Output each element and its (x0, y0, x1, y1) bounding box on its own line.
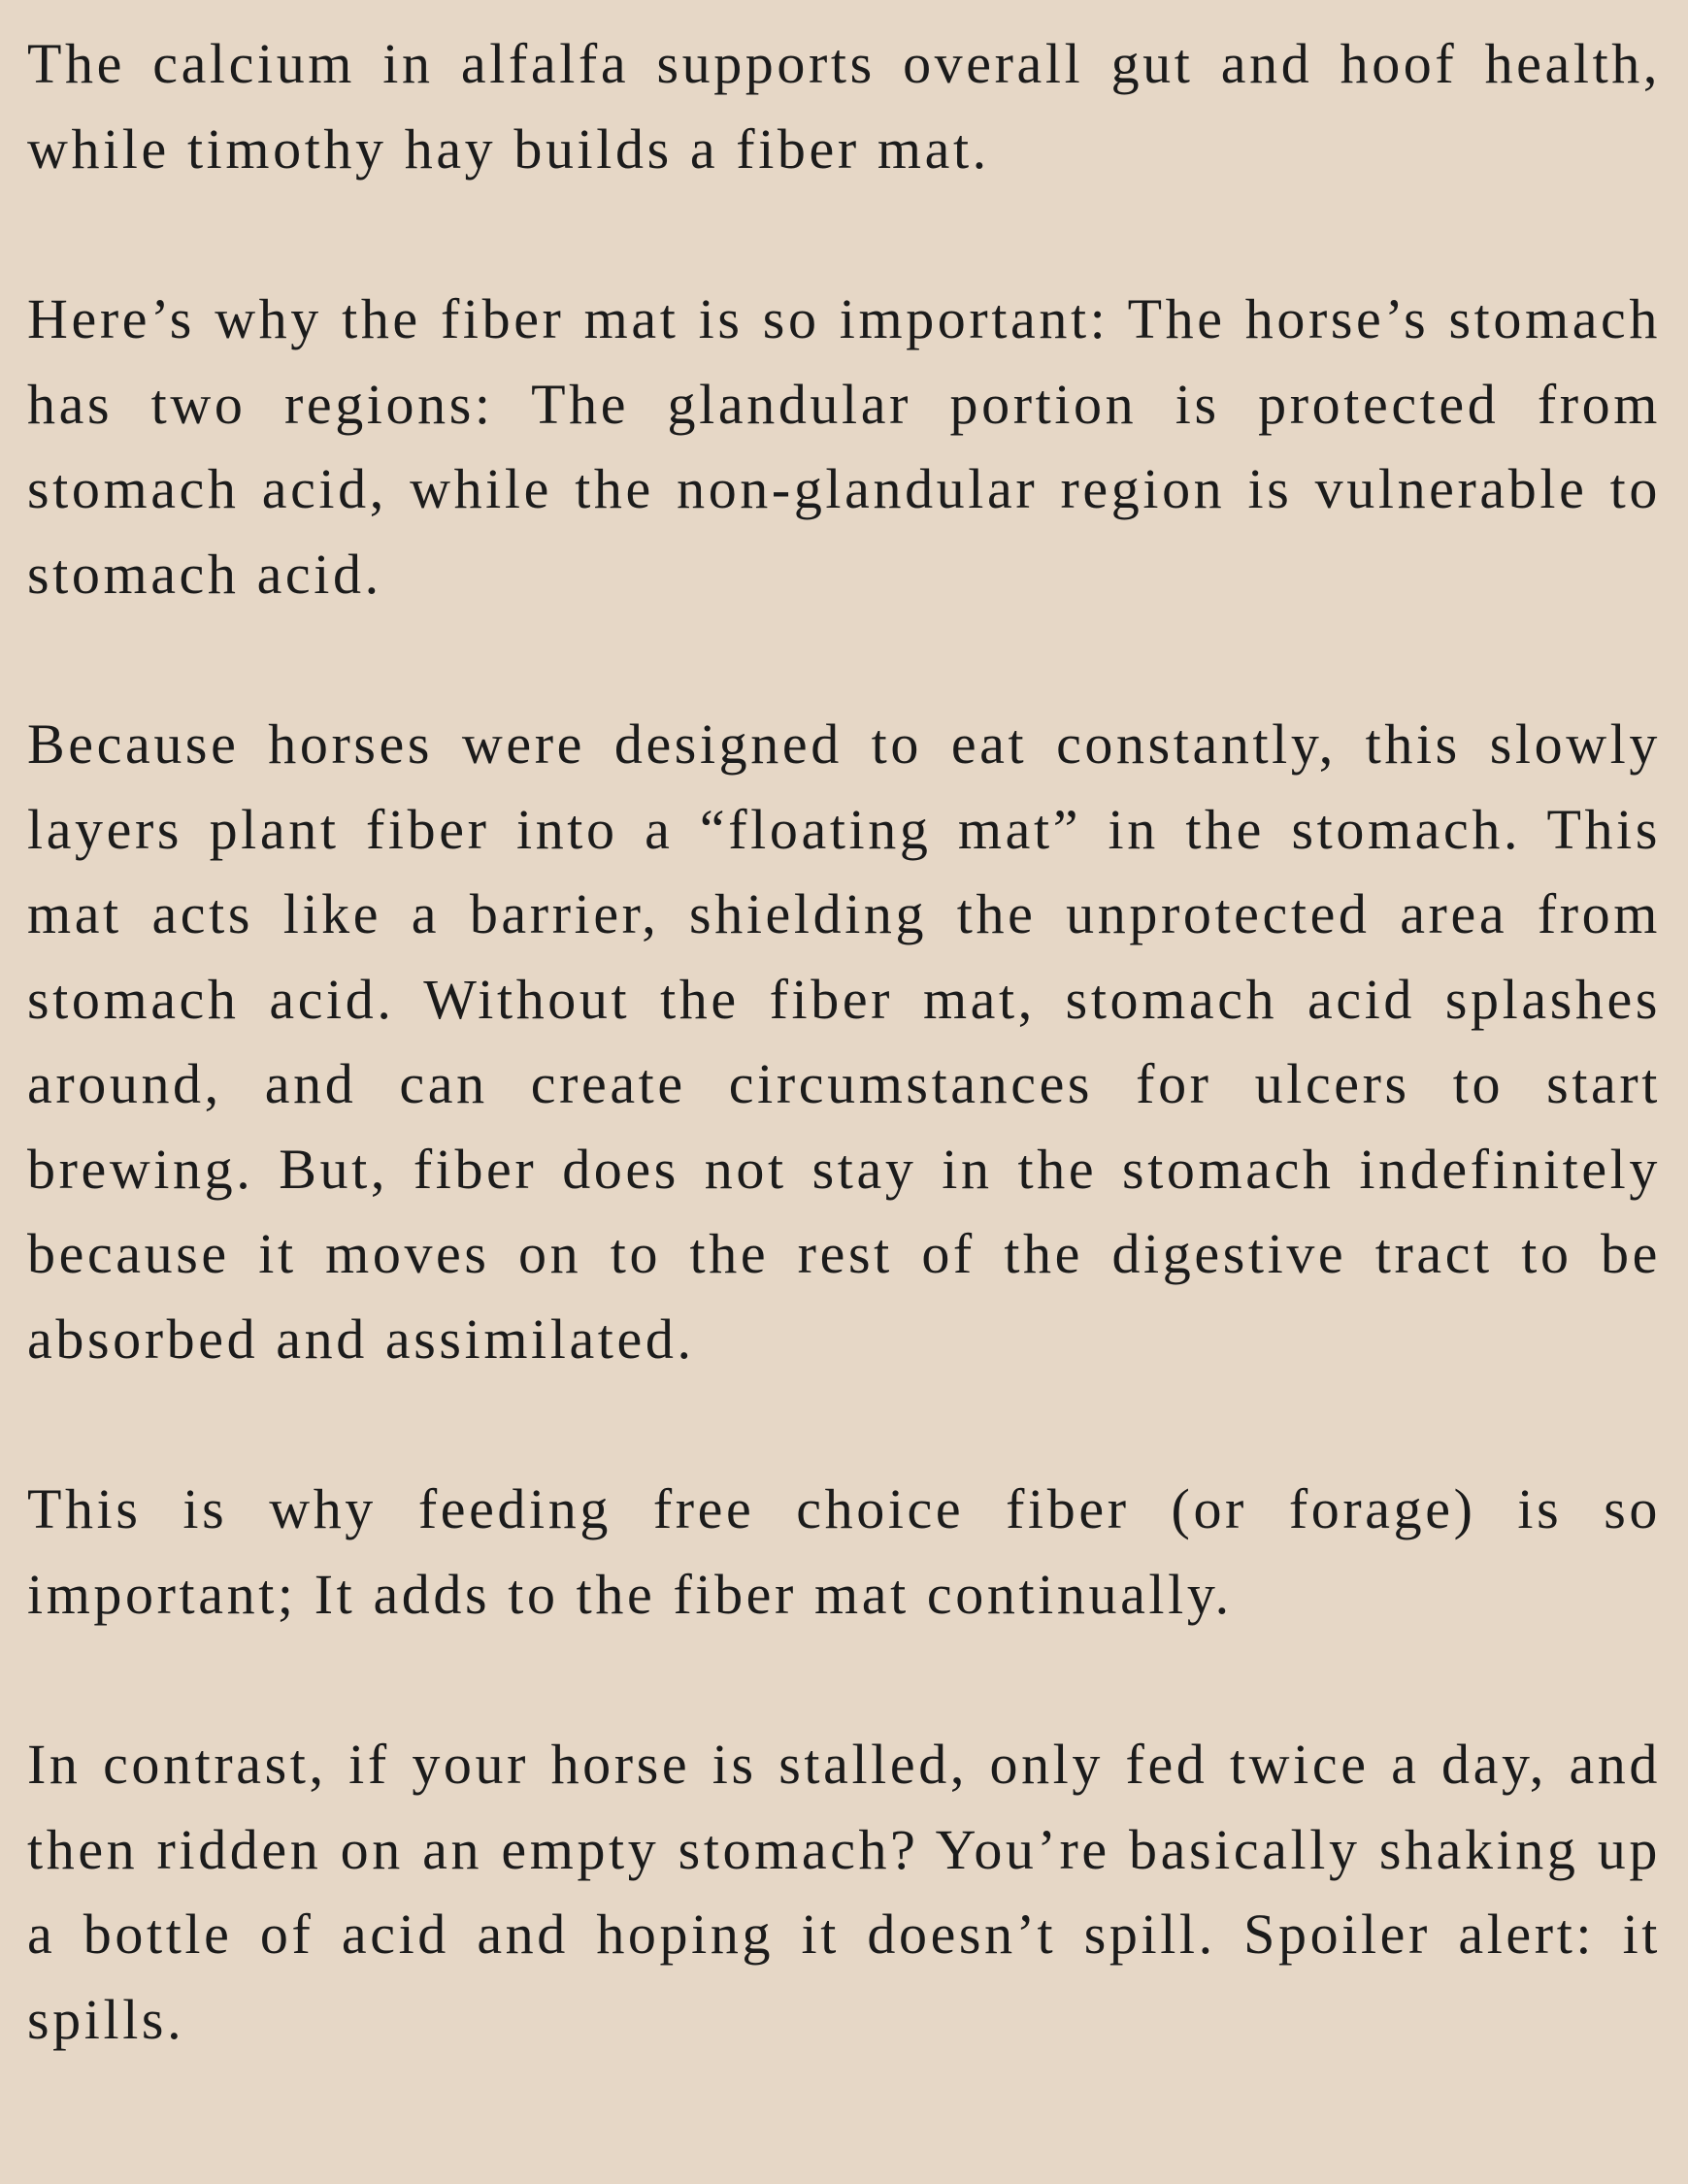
paragraph-alfalfa-timothy: The calcium in alfalfa supports overall gut and hoof health, while timothy hay builds a fiber mat. (27, 32, 1661, 181)
paragraph-stalled-horse: In contrast, if your horse is stalled, only fed twice a day, and then ridden on an empty stomach? You’re basically shaking up a bottle of acid and hoping it doesn’t spill. Spoiler alert: it spills. (27, 1733, 1661, 2051)
paragraph-fiber-mat: Because horses were designed to eat constantly, this slowly layers plant fiber into a “floating mat” in the stomach. This mat acts like a barrier, shielding the unprotected area from stomach acid. Without the fiber mat, stomach acid splashes around, and can create circumstances for ulcers to start brewing. But, fiber does not stay in the stomach indefinitely because it moves on to the rest of the digestive tract to be absorbed and assimilated. (27, 712, 1661, 1371)
paragraph-free-choice-fiber: This is why feeding free choice fiber (or forage) is so important; It adds to the fiber mat continually. (27, 1477, 1661, 1626)
paragraph-stomach-regions: Here’s why the fiber mat is so important: The horse’s stomach has two regions: The glandular portion is protected from stomach acid, while the non-glandular region is vulnerable to stomach acid. (27, 287, 1661, 606)
